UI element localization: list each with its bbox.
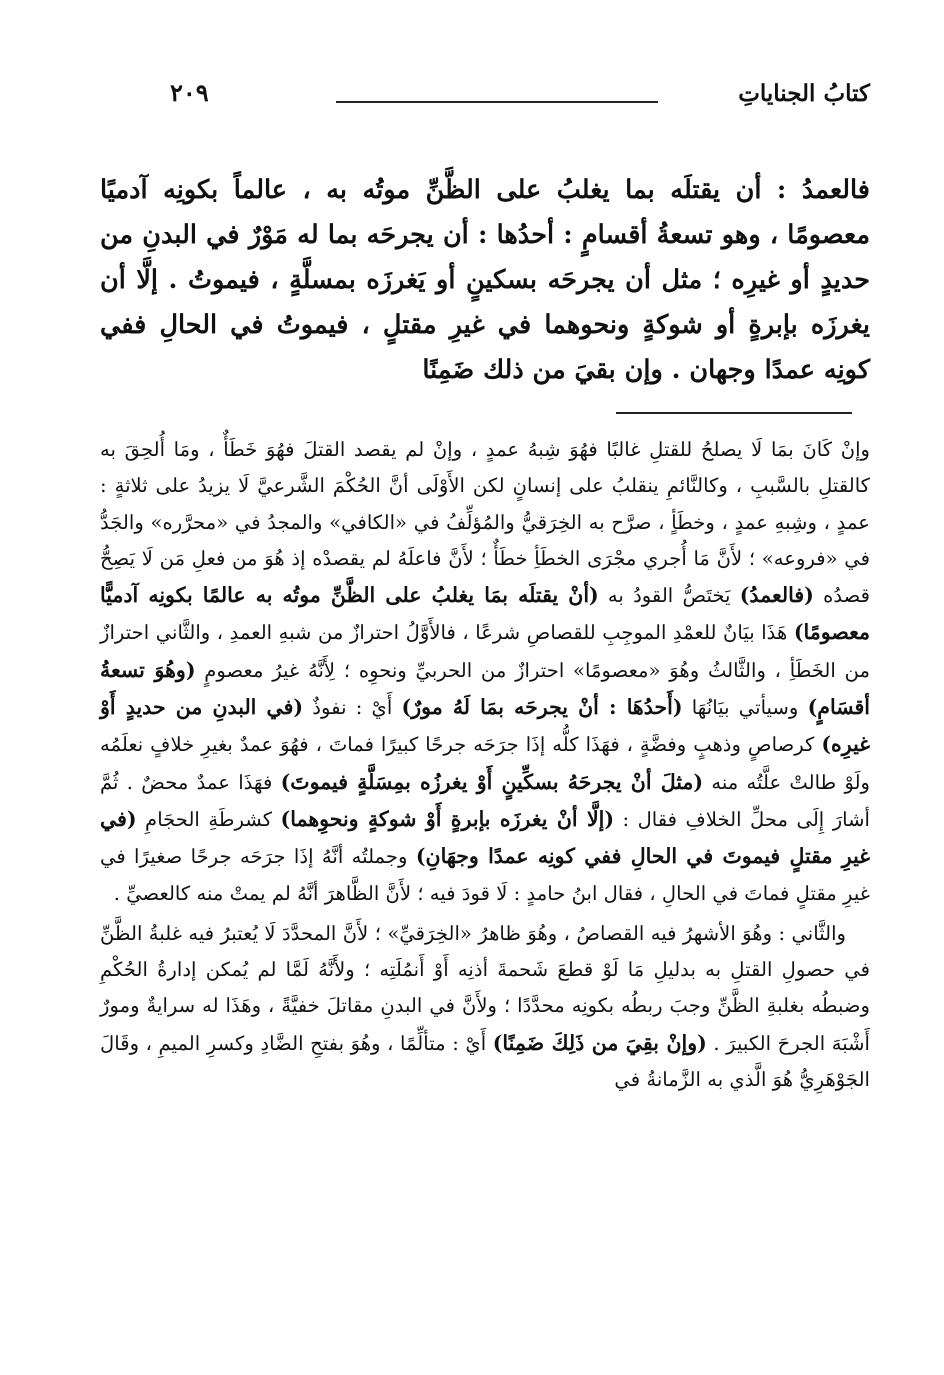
commentary-text: أَيْ : نفوذٌ <box>303 696 402 720</box>
quoted-matn: (في غيرِ مقتلٍ فيموتَ في الحالِ ففي كونِه عمدًا وجهَانِ) <box>100 806 870 869</box>
page-header <box>150 80 870 120</box>
quoted-matn: (فالعمدُ) <box>739 583 814 608</box>
quoted-matn: (إلَّا أنْ يغرزَه بإبرةٍ أَوْ شوكةٍ ونحوِهما) <box>280 806 615 831</box>
commentary-paragraph <box>100 916 870 1098</box>
quoted-matn: (وإنْ بقِيَ من ذَلِكَ ضَمِنًا) <box>492 1030 707 1055</box>
commentary-text: كشرطَةِ الحجَامِ <box>136 807 281 831</box>
commentary-text: والثَّاني : وهُوَ الأشهرُ فيه القصاصُ ، وهُوَ ظاهرُ «الخِرَقيِّ» ؛ لأَنَّ المحدَّدَ لَا يُعتبرُ فيه غلبةُ الظَّنِّ في حصولِ القتلِ به بدليلِ مَا لَوْ قطعَ شَحمةَ أذنِه أَوْ أَنمُلَتِه ؛ ولأَنَّهُ لَمَّا لم يُمكن إدارةُ الحُكْمِ وضبطُه بغلبةِ الظَّنِّ وجبَ ربطُه بكونِه محدَّدًا ؛ ولأَنَّ في البدنِ مقاتلَ خفيَّةً ، وهَذَا له سرايةٌ ومورٌ أَشْبَهَ الجرحَ الكبيرَ . <box>100 921 871 1055</box>
quoted-matn: (وهُوَ تسعةُ أقسَامٍ) <box>100 657 870 720</box>
commentary <box>100 432 870 1098</box>
commentary-text: أَيْ : متألِّمًا ، وهُوَ بفتحِ الضَّادِ وكسرِ الميمِ ، وقَالَ الجَوْهَرِيُّ هُوَ الَّذي به الزَّمانةُ في <box>100 1031 870 1092</box>
running-title: كتابُ الجناياتِ <box>738 80 870 107</box>
page-number: ٢٠٩ <box>170 78 209 107</box>
commentary-text: وإنْ كَانَ بمَا لَا يصلحُ للقتلِ غالبًا فهُوَ شِبهُ عمدٍ ، وإنْ لم يقصد القتلَ فهُوَ خَطَأٌ ، ومَا أُلحِقَ به كالقتلِ بالسَّببِ ، وكالنَّائمِ ينقلبُ على إنسانٍ لكن الأَوْلَى أنَّ الحُكْمَ الشَّرعيَّ لَا يزيدُ على ثلاثةٍ : عمدٍ ، وشِبهِ عمدٍ ، وخطَأٍ ، صرَّح به الخِرَقيُّ والمُؤلِّفُ في «الكافي» والمجدُ في «محرَّره» والجَدُّ في «فروعه» ؛ لأَنَّ مَا أُجري مجْرَى الخطَأِ خطَأٌ ؛ لأَنَّ فاعلَهُ لم يقصدْه إذ هُوَ من فعلِ مَن لَا يَصِحُّ قصدُه <box>100 438 871 608</box>
commentary-text: وسيأتي بيَانُهَا <box>682 696 808 720</box>
commentary-text: كرصاصٍ وذهبٍ وفضَّةٍ ، فهَذَا كلُّه إذَا جرَحَه جرحًا كبيرًا فماتَ ، فهُوَ عمدٌ بغيرِ خلافٍ نعلَمُه ولَوْ طالتْ علَّتُه منه <box>100 733 870 794</box>
matn-text: فالعمدُ : أن يقتلَه بما يغلبُ على الظَّنِّ موتُه به ، عالماً بكونِه آدميًا معصومًا ، وهو تسعةُ أقسامٍ : أحدُها : أن يجرحَه بما له مَوْرٌ في البدنِ من حديدٍ أو غيرِه ؛ مثل أن يجرحَه بسكينٍ أو يَغرزَه بمسلَّةٍ ، فيموتُ . إلَّا أن يغرزَه بإبرةٍ أو شوكةٍ ونحوهما في غيرِ مقتلٍ ، فيموتُ في الحالِ ففي كونِه عمدًا وجهان . وإن بقيَ من ذلك ضَمِنًا <box>100 175 870 385</box>
footnote-separator <box>616 412 852 414</box>
quoted-matn: (في البدنِ من حديدٍ أَوْ غيرِه) <box>100 695 870 757</box>
quoted-matn: (مثلَ أنْ يجرحَهُ بسكِّينٍ أَوْ يغرزُه بمِسَلَّةٍ فيموتَ) <box>280 769 704 794</box>
commentary-text: يَختَصُّ القودُ به <box>598 584 740 608</box>
commentary-text: وجملتُه أنَّهُ إذَا جرَحَه جرحًا صغيرًا في غيرِ مقتلٍ فماتَ في الحالِ ، فقال ابنُ حامدٍ : لَا قودَ فيه ؛ لأَنَّ الظَّاهرَ أنَّهُ لم يمتْ منه كالعصيِّ . <box>100 845 870 905</box>
quoted-matn: (أَحدُهَا : أنْ يجرحَه بمَا لَهُ مورٌ) <box>401 695 683 720</box>
commentary-paragraph <box>100 432 870 912</box>
header-rule <box>336 101 658 103</box>
commentary-text: هَذَا بيَانٌ للعمْدِ الموجِبِ للقصاصِ شرعًا ، فالأَوَّلُ احترازٌ من شبهِ العمدِ ، والثَّاني احترازٌ من الخَطَأِ ، والثَّالثُ وهُوَ «معصومًا» احترازٌ من الحربيِّ ونحوِه ؛ لِأَنَّهُ غيرُ معصومٍ <box>100 621 871 682</box>
quoted-matn: (أنْ يقتلَه بمَا يغلبُ على الظَّنِّ موتُه به عالمًا بكونِه آدميًّا معصومًا) <box>100 583 870 645</box>
commentary-text: فهَذَا عمدٌ محضٌ . ثُمَّ أشارَ إِلَى محلِّ الخلافِ فقال : <box>100 770 871 831</box>
